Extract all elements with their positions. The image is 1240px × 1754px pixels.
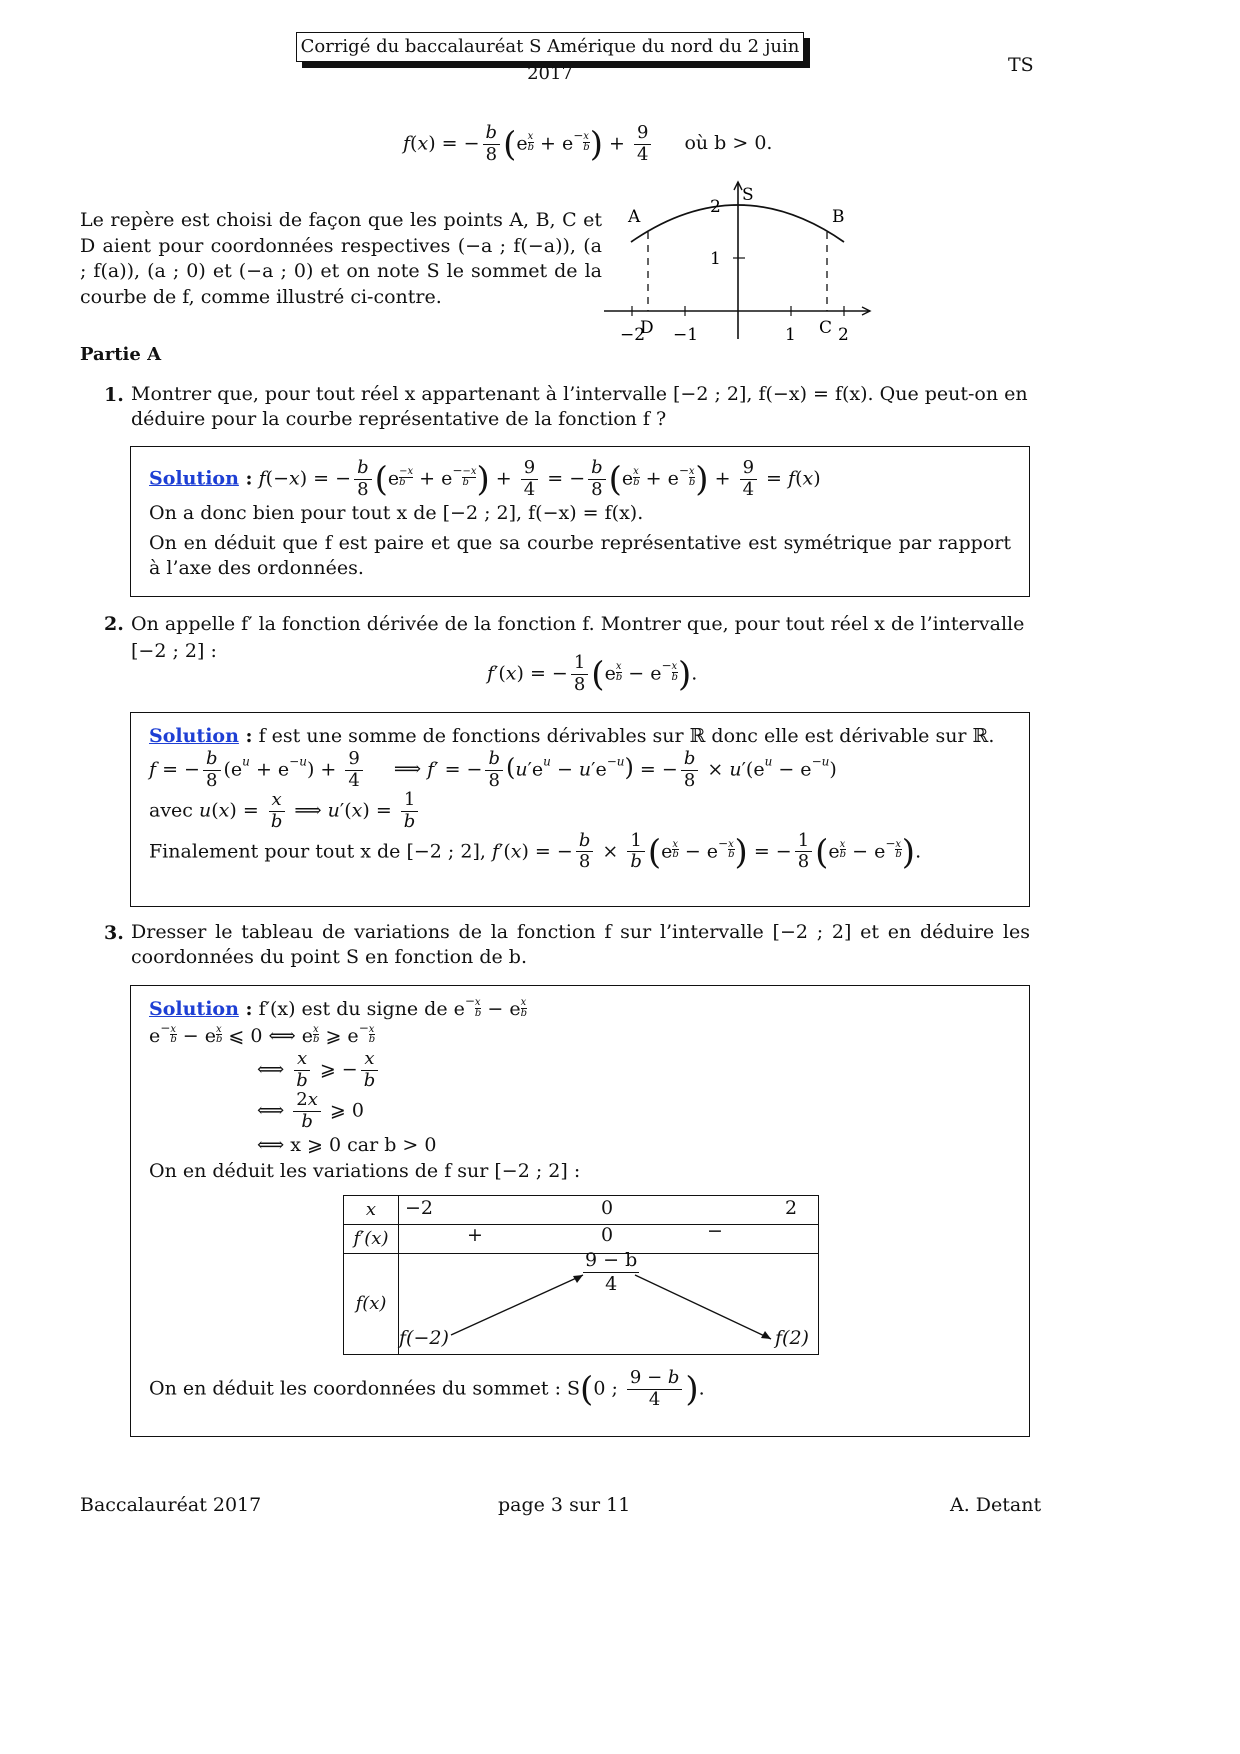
increasing-arrow [451,1275,583,1335]
question-number: 2. [104,613,124,635]
table-f-max-num: 9 − b [585,1249,638,1272]
footer-center: page 3 sur 11 [498,1494,631,1516]
function-definition: f(x) = − $\frac{b}{8}$ (e $^{\frac{x}{b}}$ + e− $^{\frac{x}{b}}$ ) + $\frac{9}{4}$ où b > 0. [403,122,773,165]
table-f-start: f(−2) [399,1327,449,1350]
header-level: TS [1008,54,1034,76]
car-text: x ⩾ 0 car b > 0 [290,1133,437,1156]
inequality-1: e− $^{\frac{x}{b}}$ − e $^{\frac{x}{b}}$ ⩽ 0 ⟺ e $^{\frac{x}{b}}$ ⩾ e− $^{\frac{x}{b}}$ [149,1020,376,1047]
footer-right: A. Detant [950,1494,1042,1516]
footer-left: Baccalauréat 2017 [80,1494,262,1516]
final-text: Finalement pour tout x de [−2 ; 2], [149,839,486,862]
x-tick-label: −2 [620,325,646,345]
solution-1-box [130,446,1030,597]
sign-text: f′(x) est du signe de [258,998,448,1020]
question-1-text: Montrer que, pour tout réel x appartenant à l’intervalle [−2 ; 2], f(−x) = f(x). Que peut-on en déduire pour la courbe représentative de la fonction f ? [131,383,1028,430]
solution-1-line-2: On a donc bien pour tout x de [−2 ; 2], f(−x) = f(x). [149,501,644,524]
table-sign: 0 [601,1224,614,1247]
solution-label: Solution [149,725,239,747]
solution-2-line-2: f = − $\frac{b}{8}$ $(e^u + e^{-u})$ + $\frac{9}{4}$ ⟹ f′ = − $\frac{b}{8}$ $(u'e^u - u'e^{-u})$ = − $\frac{b}{8}$ × $u'(e^u - e^{-u})$ [149,747,837,791]
label-S: S [742,185,754,205]
inequality-3: ⟺ $\frac{2x}{b}$ ⩾ 0 [257,1088,364,1132]
solution-1-line-1: Solution : f(−x) = − $\frac{b}{8}$ (e $^{\frac{-x}{b}}$ + e− $^{\frac{-x}{b}}$ ) + $\frac{9}{4}$ = − $\frac{b}{8}$ (e $^{\frac{x}{b}}$ + e− $^{\frac{x}{b}}$ ) + $\frac{9}{4}$ = f(x) [149,457,821,500]
decreasing-arrow [635,1275,771,1339]
question-number: 1. [104,384,124,406]
table-fprime-label: f′(x) [344,1224,399,1253]
table-f-max-den: 4 [605,1273,618,1296]
table-f-end: f(2) [775,1327,809,1350]
table-x-value: 0 [601,1197,614,1220]
label-A: A [628,207,641,227]
variation-table [343,1195,819,1355]
header-title: Corrigé du baccalauréat S Amérique du nord du 2 juin 2017 [300,36,800,84]
avec-text: avec [149,799,193,822]
derivative-formula: f′(x) = − $\frac{1}{8}$ (e $^{\frac{x}{b}}$ − e− $^{\frac{x}{b}}$ ). [487,652,698,695]
sommet-line: On en déduit les coordonnées du sommet : S(0 ; $\frac{9 - b}{4}$ ). [149,1367,705,1411]
solution-label: Solution [149,998,239,1020]
solution-2-line-1: Solution : f est une somme de fonctions dérivables sur ℝ donc elle est dérivable sur ℝ. [149,725,995,747]
label-C: C [819,318,833,338]
table-x-value: −2 [405,1197,434,1220]
inequality-4: ⟺ x ⩾ 0 car b > 0 [257,1133,437,1156]
variation-arrows [343,1195,819,1355]
solution-2-box [130,712,1030,907]
question-2-text: On appelle f′ la fonction dérivée de la fonction f. Montrer que, pour tout réel x de l’intervalle [−2 ; 2] : [131,613,1025,662]
inequality-2: ⟺ $\frac{x}{b}$ ⩾ − $\frac{x}{b}$ [257,1050,1011,1091]
x-tick-label: 1 [785,325,796,345]
solution-1-line-3: On en déduit que f est paire et que sa courbe représentative est symétrique par rapport à l’axe des ordonnées. [149,531,1011,579]
label-B: B [832,207,845,227]
table-x-label: x [344,1196,399,1225]
solution-3-line-1: Solution : f′(x) est du signe de e− $^{\frac{x}{b}}$ − e $^{\frac{x}{b}}$ [149,994,527,1020]
solution-3-box [130,985,1030,1437]
solution-2-line-3: avec u(x) = $\frac{x}{b}$ ⟹ u′(x) = $\frac{1}{b}$ [149,791,1011,832]
table-sign: − [707,1220,723,1243]
table-f-label: f(x) [344,1253,399,1355]
solution-label: Solution [149,467,239,490]
sommet-text: On en déduit les coordonnées du sommet : [149,1377,561,1400]
solution-2-text: f est une somme de fonctions dérivables sur ℝ donc elle est dérivable sur ℝ. [258,725,995,747]
intro-paragraph: Le repère est choisi de façon que les points A, B, C et D aient pour coordonnées respectives (−a ; f(−a)), (a ; f(a)), (a ; 0) et (−a ; 0) et on note S le sommet de la courbe de f, comme illustré ci-contre. [80,209,602,308]
header-title-box [296,32,804,84]
y-tick-label: 1 [710,249,721,269]
function-condition: où b > 0. [684,132,773,155]
question-3-text: Dresser le tableau de variations de la fonction f sur l’intervalle [−2 ; 2] et en déduire les coordonnées du point S en fonction de b. [131,921,1030,968]
y-tick-label: 2 [710,197,721,217]
table-x-value: 2 [785,1197,798,1220]
curve-graph [598,176,888,348]
x-tick-label: 2 [838,325,849,345]
solution-2-line-4: Finalement pour tout x de [−2 ; 2], f′(x) = − $\frac{b}{8}$ × $\frac{1}{b}$ (e $^{\frac{x}{b}}$ − e− $^{\frac{x}{b}}$ ) = − $\frac{1}{8}$ (e $^{\frac{x}{b}}$ − e− $^{\frac{x}{b}}$ ). [149,829,922,873]
x-tick-label: −1 [673,325,699,345]
variations-text: On en déduit les variations de f sur [−2 ; 2] : [149,1160,581,1183]
table-sign: + [467,1224,483,1247]
label-D: D [640,318,654,338]
partie-heading: Partie A [80,344,162,365]
question-number: 3. [104,922,124,944]
